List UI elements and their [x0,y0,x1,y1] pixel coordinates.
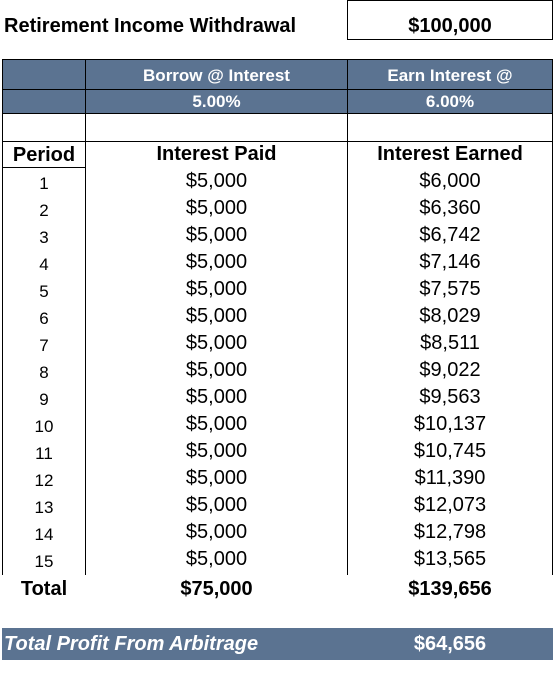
row-period: 6 [39,309,49,328]
row-period: 10 [34,417,54,436]
page-title: Retirement Income Withdrawal [4,15,297,37]
row-interest-paid: $5,000 [185,440,248,462]
row-period: 8 [39,363,49,382]
row-interest-paid: $5,000 [185,467,248,489]
row-interest-earned: $12,073 [413,494,487,516]
row-period: 14 [34,525,54,544]
row-interest-paid: $5,000 [185,359,248,381]
row-interest-paid: $5,000 [185,251,248,273]
row-interest-earned: $7,146 [419,251,481,273]
row-interest-earned: $6,742 [419,224,481,246]
profit-label: Total Profit From Arbitrage [4,633,259,655]
col-header-interest-paid: Interest Paid [156,143,277,165]
total-label: Total [20,578,68,600]
row-interest-paid: $5,000 [185,197,248,219]
earn-rate: 6.00% [347,89,553,114]
row-interest-earned: $6,360 [419,197,481,219]
row-interest-paid: $5,000 [185,224,248,246]
row-interest-earned: $9,022 [419,359,481,381]
row-period: 12 [34,471,54,490]
col-header-interest-earned: Interest Earned [377,143,523,165]
row-period: 1 [39,174,49,193]
row-interest-paid: $5,000 [185,413,248,435]
row-interest-earned: $9,563 [419,386,481,408]
grid-line-left [2,141,3,575]
rate-band-left-bottom [2,89,86,114]
borrow-rate: 5.00% [85,89,348,114]
total-interest-paid: $75,000 [180,578,253,600]
grid-line-mid2 [347,141,348,575]
row-interest-earned: $8,511 [420,332,480,354]
row-interest-paid: $5,000 [185,278,248,300]
row-period: 5 [39,282,49,301]
row-interest-paid: $5,000 [185,386,248,408]
spacer-cell-paid [85,113,348,142]
row-interest-paid: $5,000 [185,305,248,327]
row-period: 9 [39,390,49,409]
row-interest-earned: $7,575 [419,278,481,300]
row-interest-earned: $6,000 [419,170,481,192]
row-interest-earned: $8,029 [419,305,481,327]
row-period: 15 [34,552,54,571]
row-interest-earned: $10,745 [413,440,487,462]
withdrawal-amount: $100,000 [347,0,553,40]
row-interest-earned: $10,137 [413,413,487,435]
grid-line-right [552,141,553,575]
spacer-cell-earned [347,113,553,142]
row-period: 13 [34,498,54,517]
profit-band [2,628,553,660]
row-period: 7 [39,336,49,355]
rate-band-left-top [2,59,86,90]
grid-line-mid1 [85,141,86,575]
profit-value: $64,656 [413,633,487,655]
row-interest-earned: $11,390 [414,467,486,489]
row-interest-earned: $13,565 [413,548,487,570]
row-interest-paid: $5,000 [185,170,248,192]
total-interest-earned: $139,656 [408,578,492,600]
col-header-period: Period [2,141,86,168]
row-period: 4 [39,255,49,274]
row-interest-paid: $5,000 [185,521,248,543]
earn-label: Earn Interest @ [347,59,553,90]
borrow-label: Borrow @ Interest [85,59,348,90]
row-period: 11 [35,444,53,463]
row-interest-paid: $5,000 [185,494,248,516]
row-interest-paid: $5,000 [185,548,248,570]
row-period: 2 [39,201,49,220]
row-period: 3 [39,228,49,247]
spacer-cell-period [2,113,86,142]
row-interest-earned: $12,798 [413,521,487,543]
row-interest-paid: $5,000 [185,332,248,354]
